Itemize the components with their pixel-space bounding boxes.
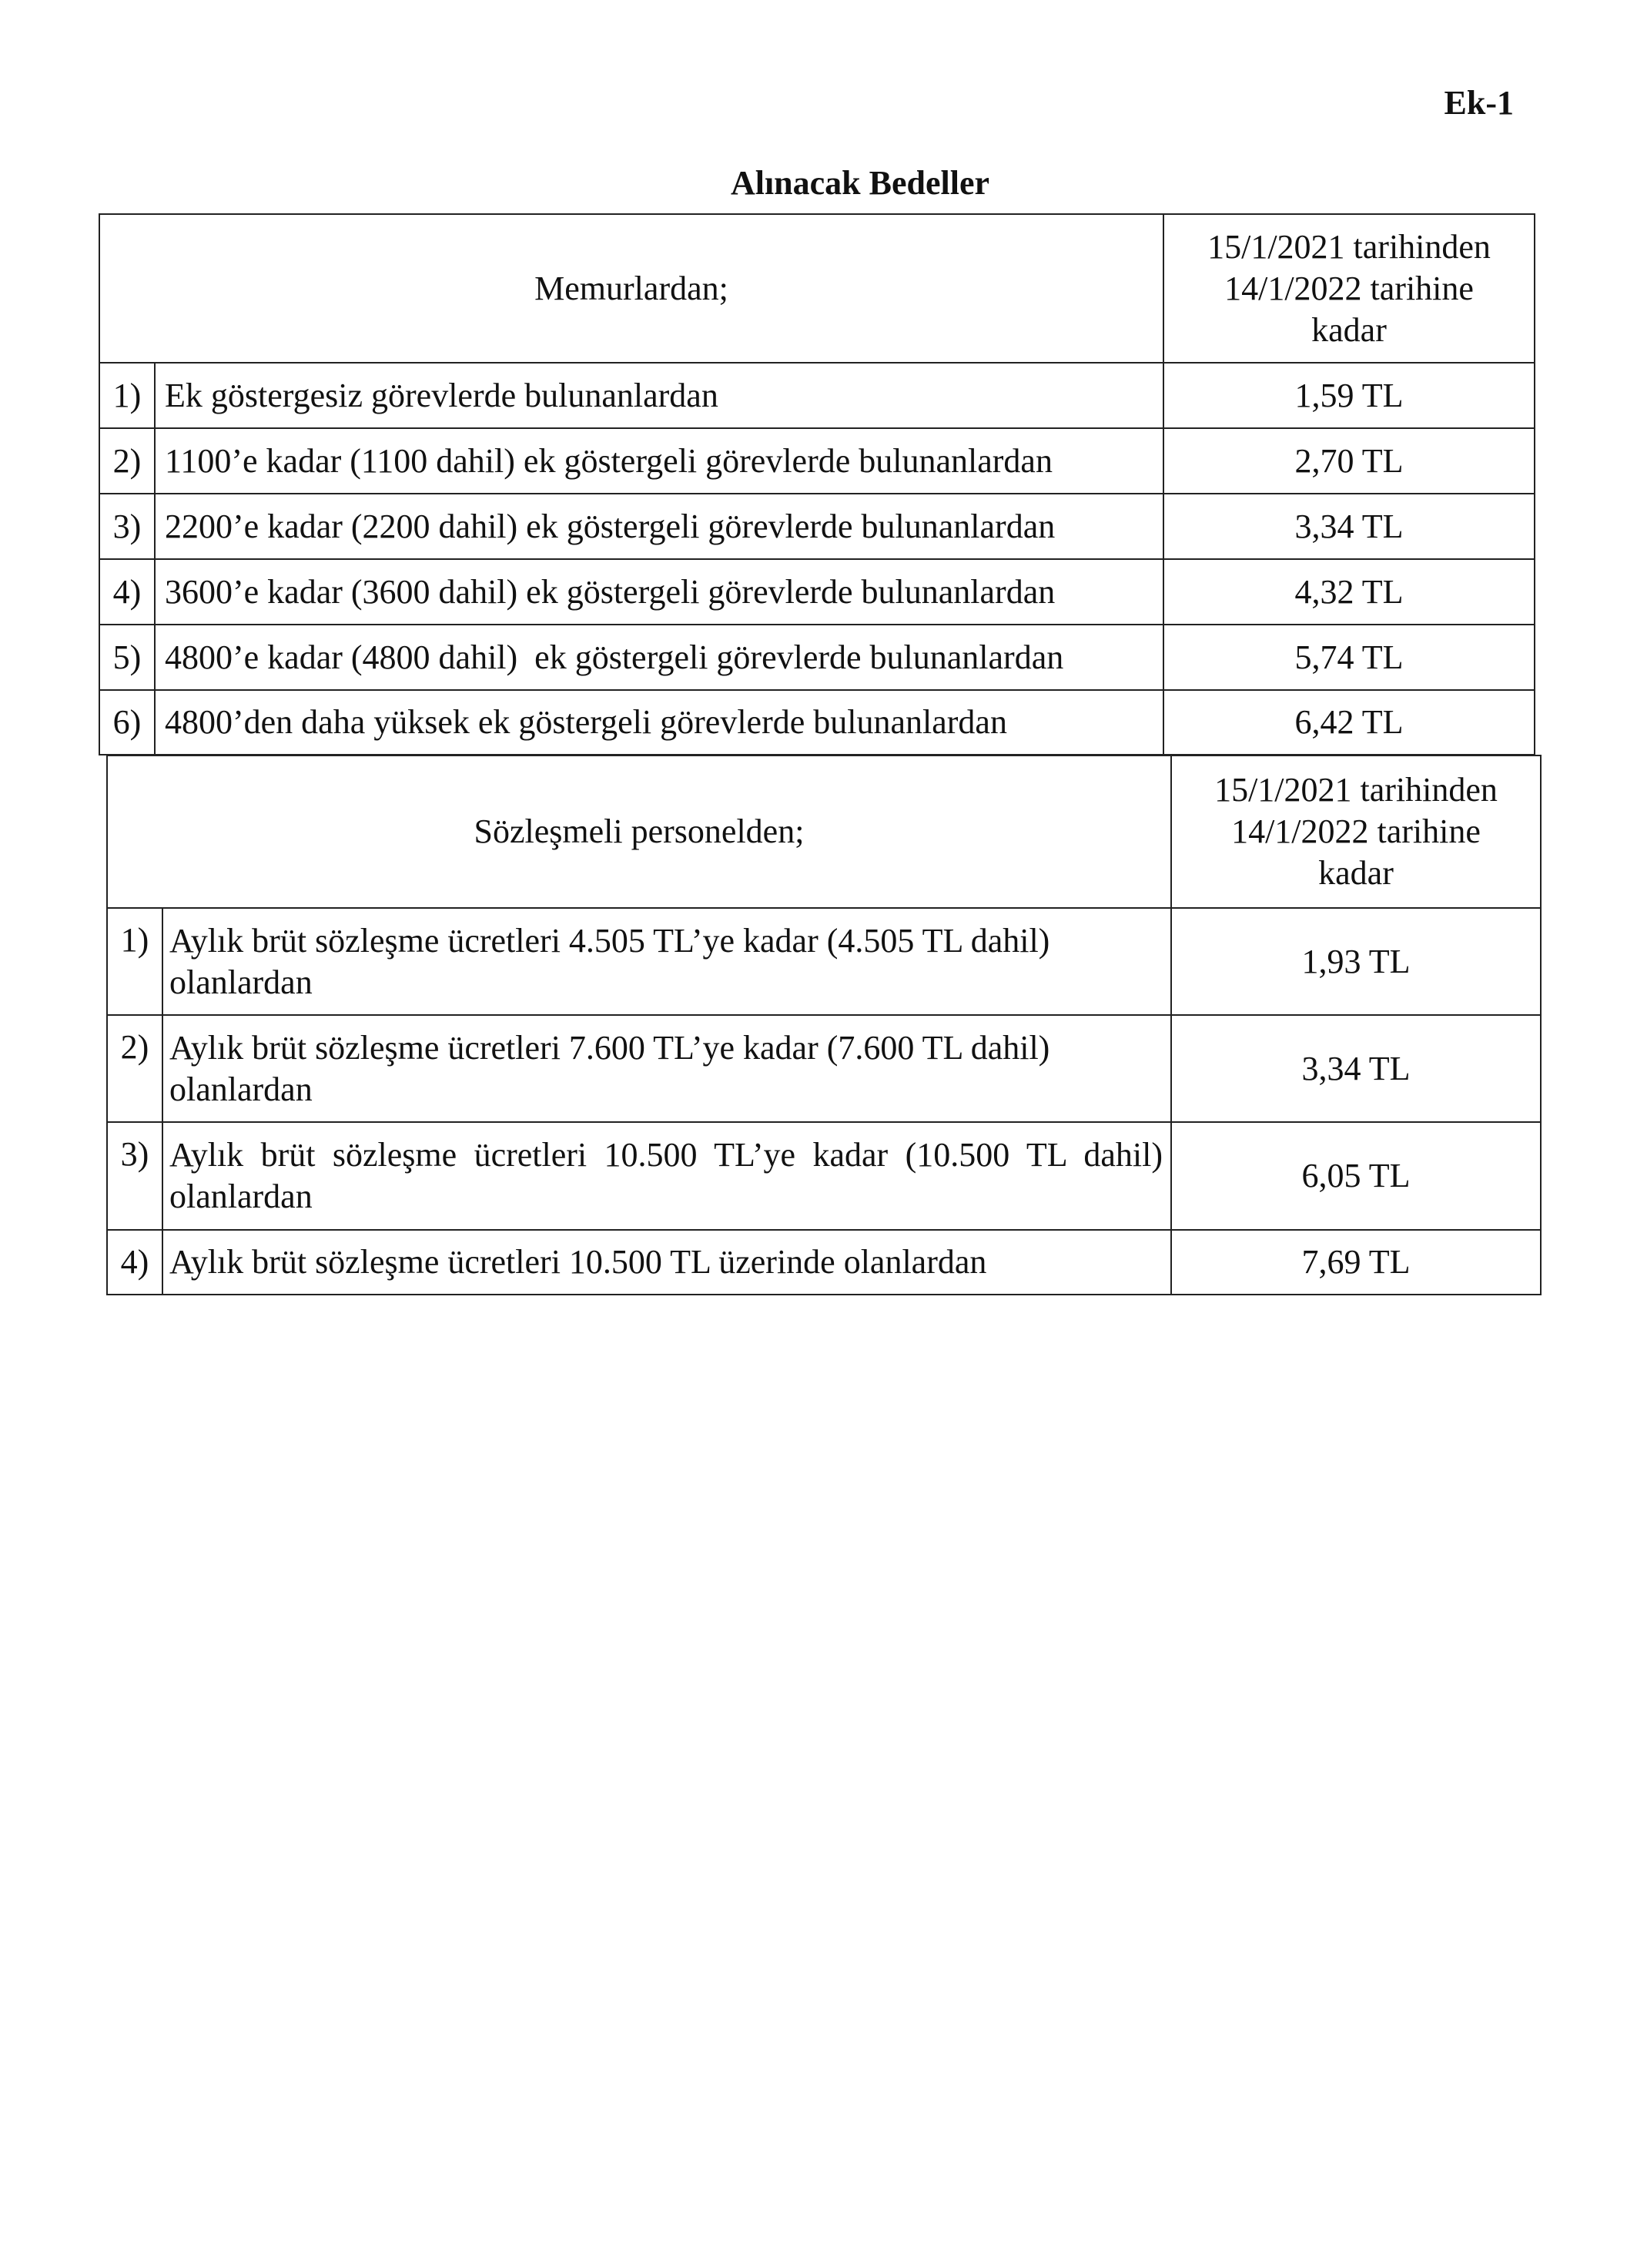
table-row — [107, 1015, 1541, 1122]
row-number: 2) — [107, 1015, 162, 1122]
period-header-line: 14/1/2022 tarihine — [1231, 812, 1481, 850]
period-header-line: kadar — [1318, 854, 1394, 892]
row-number: 5) — [99, 625, 155, 690]
row-description: Aylık brüt sözleşme ücretleri 10.500 TL’ye kadar (10.500 TL dahil) olanlardan — [162, 1122, 1171, 1230]
row-number: 2) — [99, 428, 155, 494]
period-header-line: 15/1/2021 tarihinden — [1214, 771, 1498, 809]
row-description: 3600’e kadar (3600 dahil) ek göstergeli görevlerde bulunanlardan — [155, 559, 1163, 625]
row-fee: 1,59 TL — [1163, 363, 1535, 428]
civil-servants-fee-table — [99, 213, 1535, 755]
row-description: 2200’e kadar (2200 dahil) ek göstergeli görevlerde bulunanlardan — [155, 494, 1163, 559]
row-fee: 6,05 TL — [1171, 1122, 1541, 1230]
row-fee: 6,42 TL — [1163, 690, 1535, 755]
row-number: 4) — [99, 559, 155, 625]
row-fee: 7,69 TL — [1171, 1230, 1541, 1295]
row-number: 4) — [107, 1230, 162, 1295]
row-description: Ek göstergesiz görevlerde bulunanlardan — [155, 363, 1163, 428]
table-row — [99, 494, 1535, 559]
row-number: 3) — [107, 1122, 162, 1230]
period-header-line: kadar — [1311, 310, 1387, 349]
table-header-row — [99, 214, 1535, 363]
row-number: 3) — [99, 494, 155, 559]
period-header-line: 14/1/2022 tarihine — [1224, 269, 1474, 307]
row-fee: 3,34 TL — [1171, 1015, 1541, 1122]
row-number: 1) — [99, 363, 155, 428]
table-row — [107, 1230, 1541, 1295]
row-description: 1100’e kadar (1100 dahil) ek göstergeli görevlerde bulunanlardan — [155, 428, 1163, 494]
row-fee: 1,93 TL — [1171, 908, 1541, 1015]
section-heading: Sözleşmeli personelden; — [107, 755, 1171, 908]
table-row — [99, 625, 1535, 690]
row-fee: 5,74 TL — [1163, 625, 1535, 690]
table-row — [99, 690, 1535, 755]
period-header — [1171, 755, 1541, 908]
period-header — [1163, 214, 1535, 363]
row-fee: 2,70 TL — [1163, 428, 1535, 494]
table-header-row — [107, 755, 1541, 908]
table-row — [107, 908, 1541, 1015]
row-number: 6) — [99, 690, 155, 755]
row-fee: 4,32 TL — [1163, 559, 1535, 625]
table-row — [99, 428, 1535, 494]
document-title: Alınacak Bedeller — [730, 164, 990, 202]
row-description: 4800’e kadar (4800 dahil) ek göstergeli görevlerde bulunanlardan — [155, 625, 1163, 690]
table-row — [107, 1122, 1541, 1230]
table-row — [99, 363, 1535, 428]
row-number: 1) — [107, 908, 162, 1015]
row-description: Aylık brüt sözleşme ücretleri 4.505 TL’ye kadar (4.505 TL dahil) olanlardan — [162, 908, 1171, 1015]
row-fee: 3,34 TL — [1163, 494, 1535, 559]
section-heading: Memurlardan; — [99, 214, 1163, 363]
row-description: Aylık brüt sözleşme ücretleri 10.500 TL üzerinde olanlardan — [162, 1230, 1171, 1295]
contract-staff-fee-table — [106, 755, 1542, 1295]
period-header-line: 15/1/2021 tarihinden — [1207, 227, 1491, 266]
table-row — [99, 559, 1535, 625]
annex-label: Ek-1 — [1444, 84, 1514, 122]
row-description: Aylık brüt sözleşme ücretleri 7.600 TL’ye kadar (7.600 TL dahil) olanlardan — [162, 1015, 1171, 1122]
row-description: 4800’den daha yüksek ek göstergeli görevlerde bulunanlardan — [155, 690, 1163, 755]
